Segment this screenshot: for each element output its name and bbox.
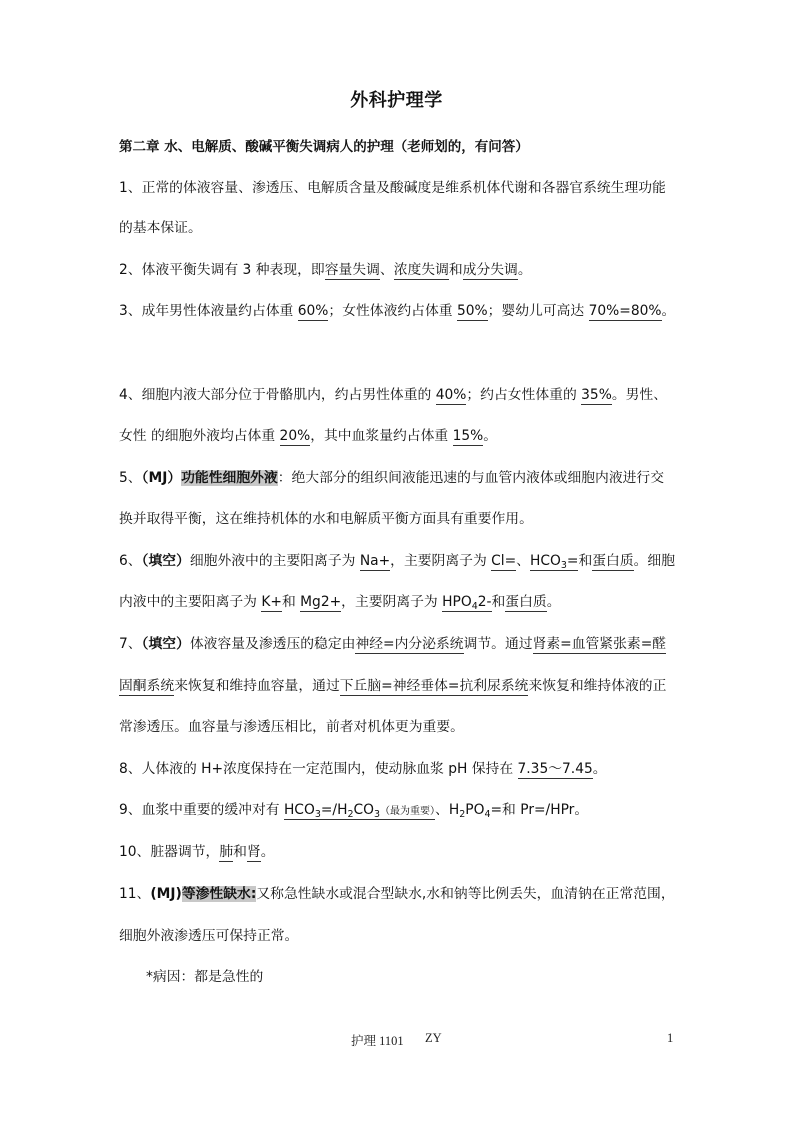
answer-underline: 40% (435, 387, 467, 403)
answer-underline: Na+ (359, 553, 391, 569)
answer-underline: 下丘脑=神经垂体=抗利尿系统 (339, 678, 529, 694)
answer-underline: 7.35～7.45 (517, 761, 593, 777)
answer-underline: 肺 (219, 844, 234, 860)
answer-underline: K+ (261, 594, 282, 610)
item-8: 8、人体液的 H+浓度保持在一定范围内，使动脉血浆 pH 保持在 7.35～7.45。 (119, 761, 607, 777)
item-11-note: *病因：都是急性的 (146, 969, 264, 985)
chapter-heading: 第二章 水、电解质、酸碱平衡失调病人的护理（老师划的，有问答） (119, 139, 529, 155)
item-1-line-2: 的基本保证。 (119, 220, 202, 236)
item-6-line-1: 6、（填空）细胞外液中的主要阳离子为 Na+，主要阴离子为 Cl=、$HCO_3=$和蛋白质。细胞 (119, 553, 676, 571)
item-11-line-1: 11、(MJ)等渗性缺水:又称急性缺水或混合型缺水,水和钠等比例丢失，血清钠在正常范围， (119, 886, 675, 902)
answer-underline: 肾 (246, 844, 261, 860)
item-5-line-1: 5、（MJ）功能性细胞外液：绝大部分的组织间液能迅速的与血管内液体或细胞内液进行交 (119, 470, 665, 486)
answer-underline: 肾素=血管紧张素=醛 (532, 636, 667, 652)
answer-underline: 浓度失调 (393, 262, 449, 278)
highlighted-term: 等渗性缺水: (181, 886, 257, 902)
answer-underline: Cl= (491, 553, 517, 569)
answer-underline: 35% (581, 387, 612, 403)
item-11-line-2: 细胞外液渗透压可保持正常。 (119, 928, 299, 944)
answer-underline: 固酮系统 (119, 678, 175, 694)
answer-underline: $HCO_3=$ (529, 553, 579, 571)
page-number: 1 (667, 1031, 674, 1045)
item-6-line-2: 内液中的主要阳离子为 K+和 Mg2+，主要阴离子为 $HPO_42-$和蛋白质。 (119, 594, 561, 612)
item-7-line-3: 常渗透压。血容量与渗透压相比，前者对机体更为重要。 (119, 719, 464, 735)
item-7-line-1: 7、（填空）体液容量及渗透压的稳定由神经=内分泌系统调节。通过肾素=血管紧张素=醛 (119, 636, 667, 652)
answer-underline: $HPO_42-$ (442, 594, 492, 612)
answer-underline: 蛋白质 (505, 594, 547, 610)
tag-label: （填空） (141, 636, 190, 652)
answer-underline: 60% (297, 303, 329, 319)
item-5-line-2: 换并取得平衡，这在维持机体的水和电解质平衡方面具有重要作用。 (119, 511, 533, 527)
answer-underline: 50% (456, 303, 488, 319)
tag-label: （填空） (141, 553, 190, 569)
answer-underline: 神经=内分泌系统 (355, 636, 464, 652)
item-1-line-1: 1、正常的体液容量、渗透压、电解质含量及酸碱度是维系机体代谢和各器官系统生理功能 (119, 180, 666, 196)
item-3: 3、成年男性体液量约占体重 60%；女性体液约占体重 50%；婴幼儿可高达 70%=80%。 (119, 303, 676, 319)
answer-underline: 蛋白质 (592, 553, 634, 569)
highlighted-term: 功能性细胞外液 (181, 470, 278, 486)
item-9: 9、血浆中重要的缓冲对有 $HCO_3=/H_2CO_3$（最为重要）、$H_2PO_4=$和 Pr=/HPr。 (119, 802, 589, 820)
answer-underline: 容量失调 (324, 262, 380, 278)
item-4-line-2: 女性 的细胞外液均占体重 20%，其中血浆量约占体重 15%。 (119, 428, 498, 444)
answer-underline: $HCO_3=/H_2CO_3$（最为重要） (283, 802, 436, 820)
item-2: 2、体液平衡失调有 3 种表现，即容量失调、浓度失调和成分失调。 (119, 262, 532, 278)
answer-underline: 20% (279, 428, 311, 444)
answer-underline: 15% (452, 428, 484, 444)
tag-label: (MJ) (150, 886, 182, 902)
footer-initials: ZY (425, 1031, 442, 1045)
item-4-line-1: 4、细胞内液大部分位于骨骼肌内，约占男性体重的 40%；约占女性体重的 35%。男性、 (119, 387, 667, 403)
answer-underline: 70%=80% (588, 303, 662, 319)
item-7-line-2: 固酮系统来恢复和维持血容量，通过下丘脑=神经垂体=抗利尿系统来恢复和维持体液的正 (119, 678, 667, 694)
footer-label: 护理 1101 (351, 1034, 404, 1048)
answer-underline: Mg2+ (300, 594, 342, 610)
answer-underline: 成分失调 (462, 262, 518, 278)
item-10: 10、脏器调节，肺和肾。 (119, 844, 275, 860)
document-title: 外科护理学 (350, 90, 443, 111)
tag-label: （MJ） (141, 470, 182, 486)
